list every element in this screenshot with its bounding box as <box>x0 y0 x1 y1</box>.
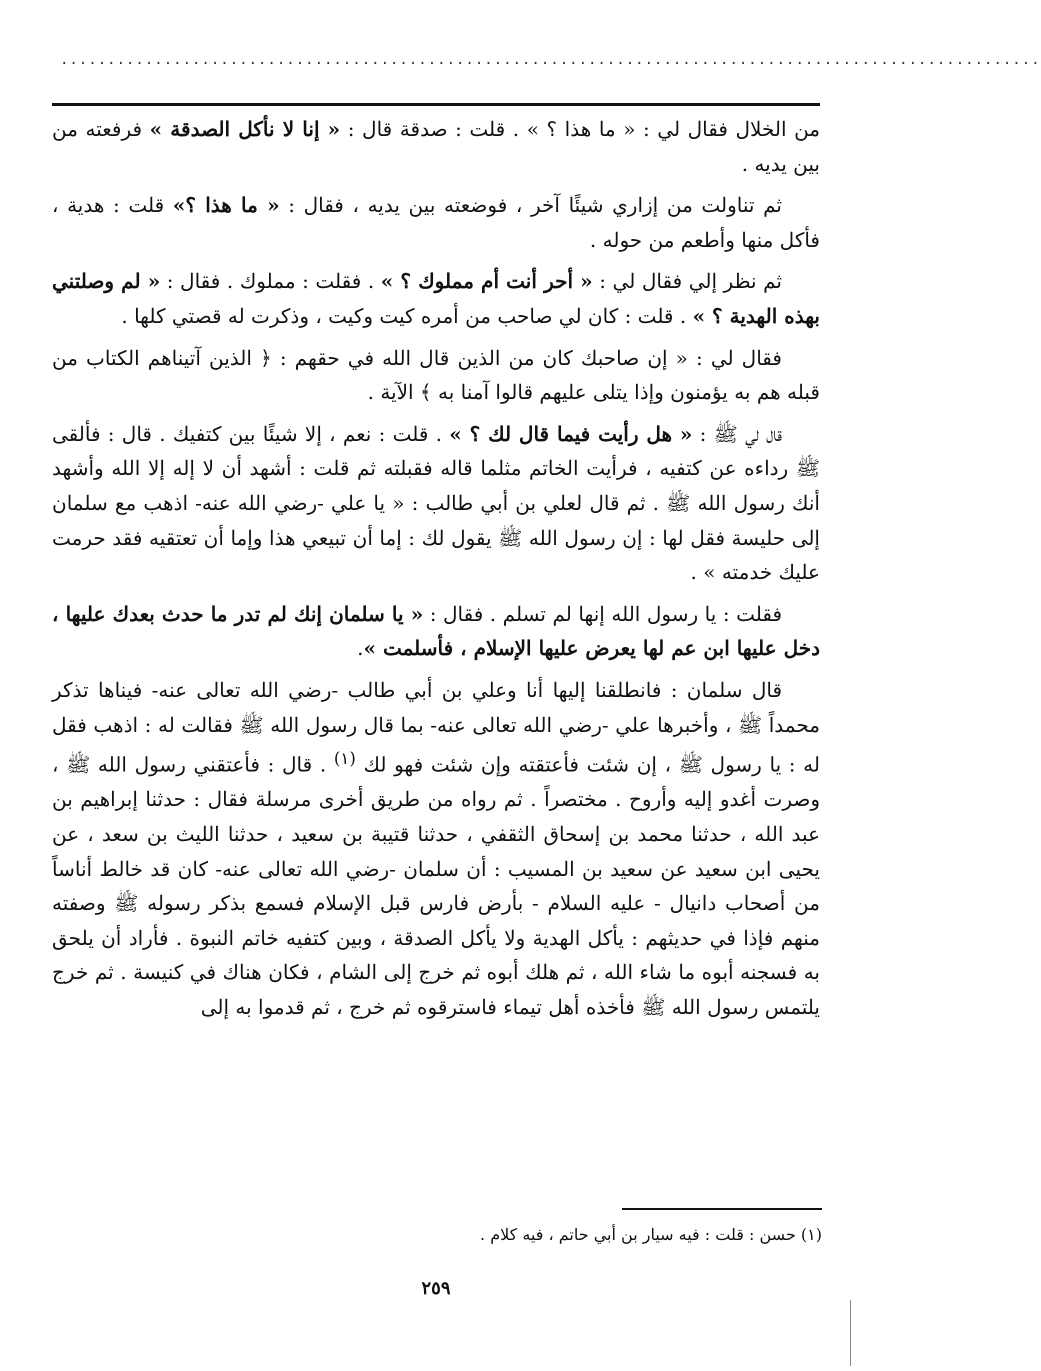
quoted-speech: « هل رأيت فيما قال لك ؟ » <box>449 421 693 446</box>
text-run: ثم تناولت من إزاري شيئًا آخر ، فوضعته بين يديه ، فقال : <box>279 193 782 218</box>
text-run: فرفعته من بين يديه . <box>52 117 820 176</box>
text-run: فقال لي : <box>687 345 782 370</box>
quoted-speech: « لم وصلتني بهذه الهدية ؟ » <box>52 269 820 328</box>
footnote-marker: (١) <box>333 749 356 769</box>
quoted-speech: « يا سلمان إنك لم تدر ما حدث بعدك عليها ، دخل عليها ابن عم لها يعرض عليها الإسلام ، فأسلمت » <box>52 601 820 661</box>
quoted-speech: « إنا لا نأكل الصدقة » <box>149 117 341 141</box>
footnote: (١) حسن : قلت : فيه سيار بن أبي حاتم ، فيه كلام . <box>480 1225 822 1244</box>
text-run: . قال : فأعتقني رسول الله ﷺ ، وصرت أغدو إليه وأروح . مختصراً . ثم رواه من طريق أخرى مرسلة فقال : حدثنا إبراهيم بن عبد الله ، حدثنا محمد بن إسحاق الثقفي ، حدثنا قتيبة بن سعيد ، حدثنا الليث بن سعد ، عن يحيى ابن سعيد عن سعيد بن المسيب : أن سلمان -رضي الله تعالى عنه- كان قد خالط أناساً من أصحاب دانيال - عليه السلام - بأرض فارس قبل الإسلام فسمع بذكر رسوله ﷺ وصفته منهم فإذا في حديثهم : يأكل الهدية ولا يأكل الصدقة ، وبين كتفيه خاتم النبوة . فأراد أن يلحق به فسجنه أبوه ما شاء الله ، ثم هلك أبوه ثم خرج إلى الشام ، فكان هناك في كنيسة . ثم خرج يلتمس رسول الله ﷺ فأخذه أهل تيماء فاسترقوه ثم خرج ، ثم قدموا به إلى <box>52 752 820 1019</box>
paragraph <box>52 417 820 590</box>
text-run: . فقلت : مملوك . فقال : <box>160 269 381 294</box>
quoted-speech: « أحر أنت أم مملوك ؟ » <box>380 269 593 294</box>
text-run: ثم نظر إلي فقال لي : <box>592 269 782 294</box>
paragraph <box>52 264 820 333</box>
footnote-rule <box>622 1208 822 1210</box>
text-run: . قلت : كان لي صاحب من أمره كيت وكيت ، وذكرت له قصتي كلها . <box>121 303 693 328</box>
text-run: فألقى ﷺ رداءه عن كتفيه ، فرأيت الخاتم مثلما قاله فقبلته ثم قلت : أشهد أن لا إله إلا الله وأشهد أنك رسول الله ﷺ . ثم قال لعلي بن أبي طالب : « يا علي -رضي الله عنه- اذهب مع سلمان إلى حليسة فقل لها : إن رسول الله ﷺ يقول لك : إما أن تبيعي هذا وإما أن تعتقيه فقد حرمت عليك خدمته » . <box>52 421 820 585</box>
paragraph <box>52 112 820 181</box>
page-edge-mark <box>850 1300 851 1366</box>
page-number: ٢٥٩ <box>421 1278 451 1299</box>
text-run: من الخلال فقال لي : « ما هذا ؟ » . قلت : صدقة قال : <box>340 117 821 141</box>
paragraph <box>52 341 820 410</box>
text-run: قال سلمان : فانطلقنا إليها أنا وعلي بن أبي طالب -رضي الله تعالى عنه- فيناها تذكر محمداً ﷺ ، وأخبرها علي -رضي الله تعالى عنه- بما قال رسول الله ﷺ فقالت له : اذهب فقل له : يا رسول ﷺ ، إن شئت فأعتقته وإن شئت فهو لك <box>52 677 820 777</box>
text-run: . قلت : نعم ، إلا شيئًا بين كتفيك . قال : <box>100 421 450 446</box>
main-text <box>52 112 820 1032</box>
text-run: قال لي ﷺ : <box>692 421 782 446</box>
top-rule <box>52 103 820 106</box>
quoted-speech: « ما هذا ؟» <box>172 193 280 218</box>
header-dotted-line: ........................................................................................................ <box>60 52 1041 68</box>
paragraph <box>52 673 820 1025</box>
paragraph <box>52 188 820 257</box>
text-run: « إن صاحبك كان من الذين قال الله في حقهم : ﴿ الذين آتيناهم الكتاب من قبله هم به يؤمنون وإذا يتلى عليهم قالوا آمنا به ﴾ الآية . <box>52 345 820 405</box>
text-run: قلت : هدية ، فأكل منها وأطعم من حوله . <box>52 193 820 252</box>
text-run: . <box>357 636 364 661</box>
text-run: فقلت : يا رسول الله إنها لم تسلم . فقال : <box>423 601 783 626</box>
paragraph <box>52 597 820 666</box>
